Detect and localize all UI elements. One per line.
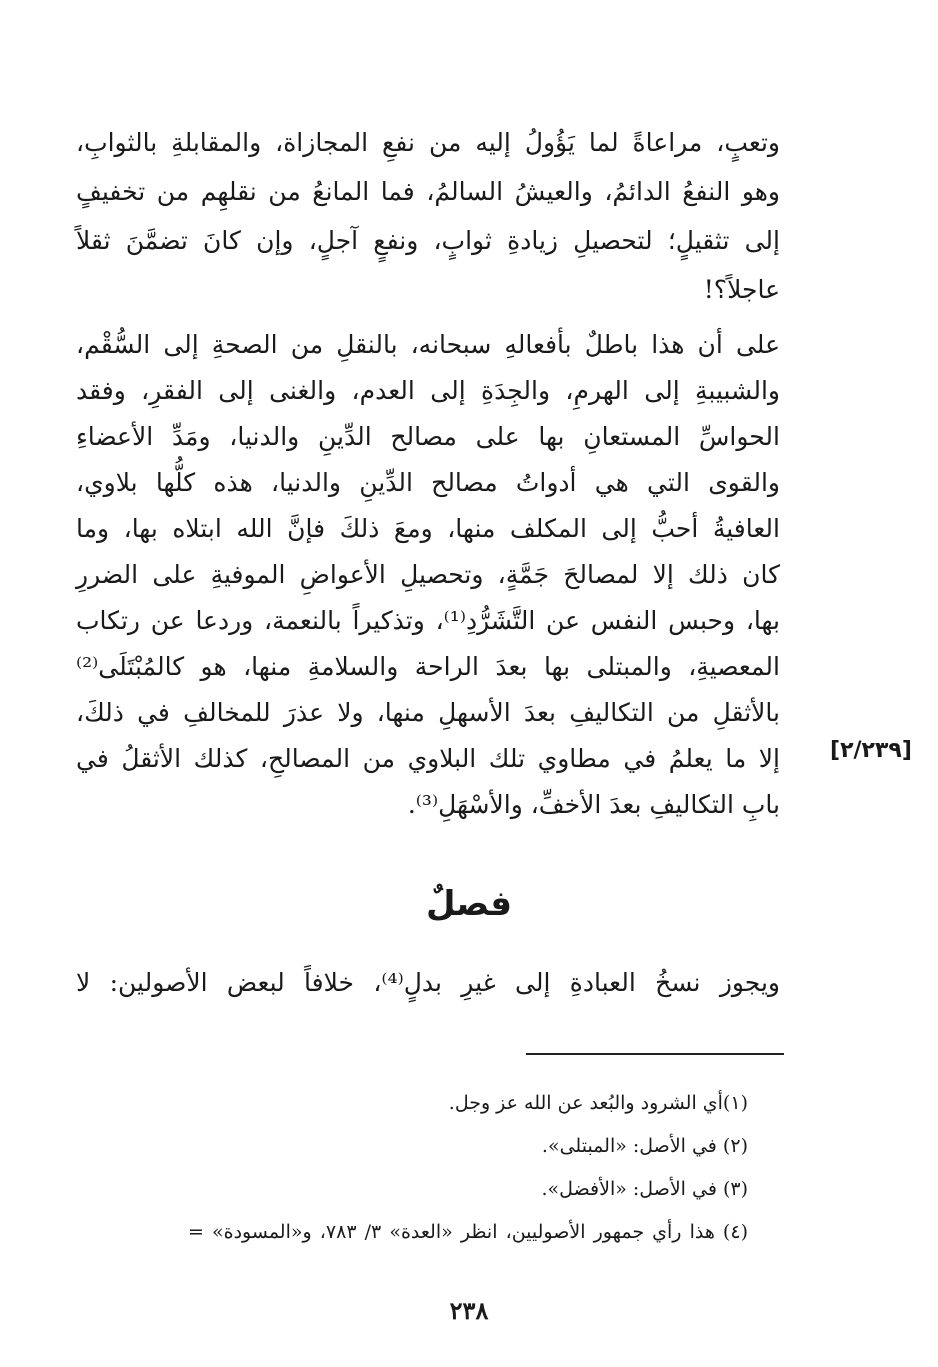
paragraph-2-line: والشبيبةِ إلى الهرمِ، والجِدَةِ إلى العدم، والغنى إلى الفقرِ، وفقد [76, 376, 780, 405]
paragraph-1-line: عاجلاً؟! [703, 275, 780, 304]
paragraph-2-line: العافيةُ أحبُّ إلى المكلف منها، ومعَ ذلكَ فإنَّ الله ابتلاه بها، وما [76, 514, 780, 543]
paragraph-2-line: الحواسِّ المستعانِ بها على مصالح الدِّينِ والدنيا، ومَدِّ الأعضاءِ [76, 422, 780, 451]
footnote-1: (١)أي الشرود والبُعد عن الله عز وجل. [448, 1092, 748, 1114]
section-heading: فصلٌ [425, 884, 513, 924]
footnotes [188, 1082, 748, 1254]
page-number: ٢٣٨ [449, 1296, 489, 1325]
margin-page-reference: [٢/٢٣٩] [830, 738, 912, 763]
paragraph-2-line: والقوى التي هي أدواتُ مصالح الدِّينِ والدنيا، هذه كلُّها بلاوي، [76, 468, 780, 497]
paragraph-3 [76, 958, 780, 1007]
paragraph-2 [76, 322, 780, 828]
footnote-3: (٣) في الأصل: «الأفضل». [541, 1178, 748, 1200]
paragraph-2-line: بابِ التكاليفِ بعدَ الأخفِّ، والأسْهَلِ⁽³⁾. [407, 790, 780, 819]
paragraph-2-line: بها، وحبس النفس عن التَّشَرُّدِ⁽¹⁾، وتذكيراً بالنعمة، وردعا عن رتكاب [76, 606, 780, 635]
paragraph-3-line: ويجوز نسخُ العبادةِ إلى غيرِ بدلٍ⁽⁴⁾، خلافاً لبعض الأصولين: لا [76, 968, 780, 997]
paragraph-1-line: إلى تثقيلٍ؛ لتحصيلِ زيادةِ ثوابٍ، ونفعٍ آجلٍ، وإن كانَ تضمَّنَ ثقلاً [76, 226, 780, 255]
paragraph-2-line: إلا ما يعلمُ في مطاوي تلك البلاوي من المصالحِ، كذلك الأثقلُ في [76, 744, 780, 773]
paragraph-2-line: بالأثقلِ من التكاليفِ بعدَ الأسهلِ منها، ولا عذرَ للمخالفِ في ذلكَ، [76, 698, 780, 727]
footnote-4: (٤) هذا رأي جمهور الأصوليين، انظر «العدة» ٣/ ٧٨٣، و«المسودة» = [188, 1221, 748, 1243]
paragraph-1-line: وتعبٍ، مراعاةً لما يَؤُولُ إليه من نفعِ المجازاة، والمقابلةِ بالثوابِ، [76, 128, 780, 157]
paragraph-2-line: كان ذلك إلا لمصالحَ جَمَّةٍ، وتحصيلِ الأعواضِ الموفيةِ على الضررِ [76, 560, 780, 589]
paragraph-1 [76, 118, 780, 314]
footnote-2: (٢) في الأصل: «المبتلى». [541, 1135, 748, 1157]
paragraph-1-line: وهو النفعُ الدائمُ، والعيشُ السالمُ، فما المانعُ من نقلهِم من تخفيفٍ [76, 177, 780, 206]
footnote-separator [526, 1053, 784, 1055]
paragraph-2-line: المعصيةِ، والمبتلى بها بعدَ الراحة والسلامةِ منها، هو كالمُبْتَلَى⁽²⁾ [76, 652, 780, 681]
paragraph-2-line: على أن هذا باطلٌ بأفعالهِ سبحانه، بالنقلِ من الصحةِ إلى السُّقْم، [76, 330, 780, 359]
